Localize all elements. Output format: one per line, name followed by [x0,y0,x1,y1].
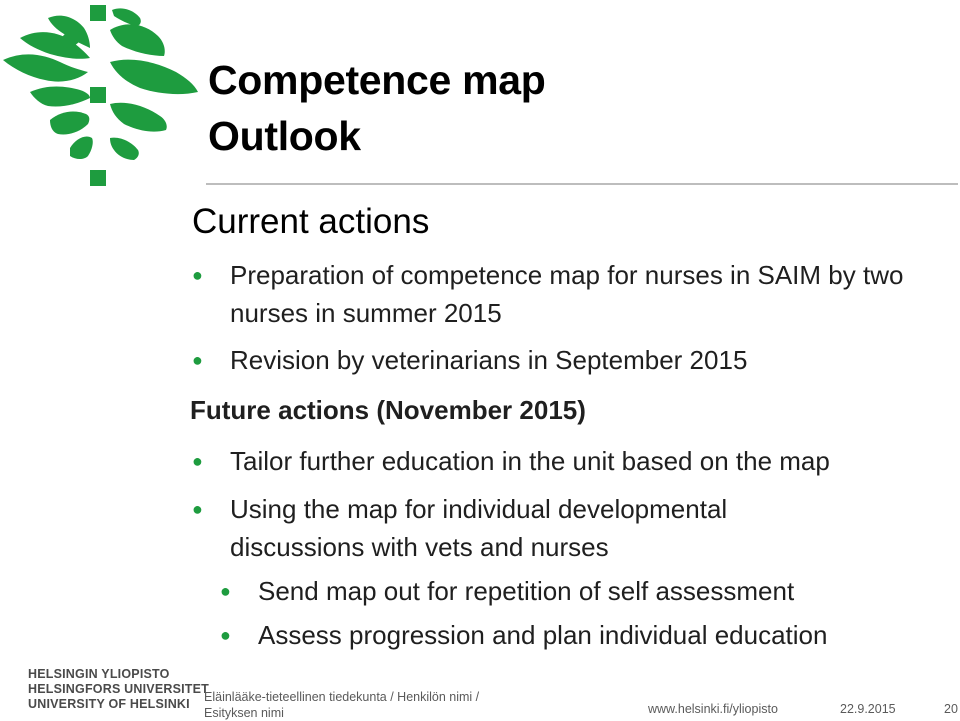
university-name-line-2: HELSINGFORS UNIVERSITET [28,682,210,696]
slide-title-line-1: Competence map [208,57,546,103]
footer-date: 22.9.2015 [840,702,896,716]
list-item-future-2 [192,490,850,566]
footer-page-number: 20 [944,702,958,716]
footer-faculty-text: Eläinlääke-tieteellinen tiedekunta / Henkilön nimi / Esityksen nimi [204,690,480,720]
university-name-line-3: UNIVERSITY OF HELSINKI [28,697,190,711]
list-item-text: Revision by veterinarians in September 2015 [230,345,748,375]
list-item-future-1 [192,442,960,480]
list-item-text: Preparation of competence map for nurses in SAIM by two nurses in summer 2015 [230,260,904,328]
university-name-line-1: HELSINGIN YLIOPISTO [28,667,170,681]
list-subitem-future-2 [220,616,938,654]
list-item-text: Using the map for individual developmental discussions with vets and nurses [230,494,728,562]
slide-title-line-2: Outlook [208,113,361,159]
bullet-dot-icon: ● [192,265,203,285]
list-item-current-1 [192,256,950,332]
bullet-dot-icon: ● [192,499,203,519]
university-name-logo [28,667,209,712]
heading-future-actions: Future actions (November 2015) [190,395,586,425]
bullet-dot-icon: ● [220,581,231,601]
bullet-dot-icon: ● [220,625,231,645]
list-item-current-2 [192,341,950,379]
heading-current-actions: Current actions [192,202,430,241]
list-item-text: Send map out for repetition of self assessment [258,576,795,606]
list-item-text: Tailor further education in the unit based on the map [230,446,830,476]
footer-url-link[interactable]: www.helsinki.fi/yliopisto [648,702,778,716]
bullet-dot-icon: ● [192,350,203,370]
list-item-text: Assess progression and plan individual education [258,620,828,650]
bullet-dot-icon: ● [192,451,203,471]
list-subitem-future-1 [220,572,938,610]
